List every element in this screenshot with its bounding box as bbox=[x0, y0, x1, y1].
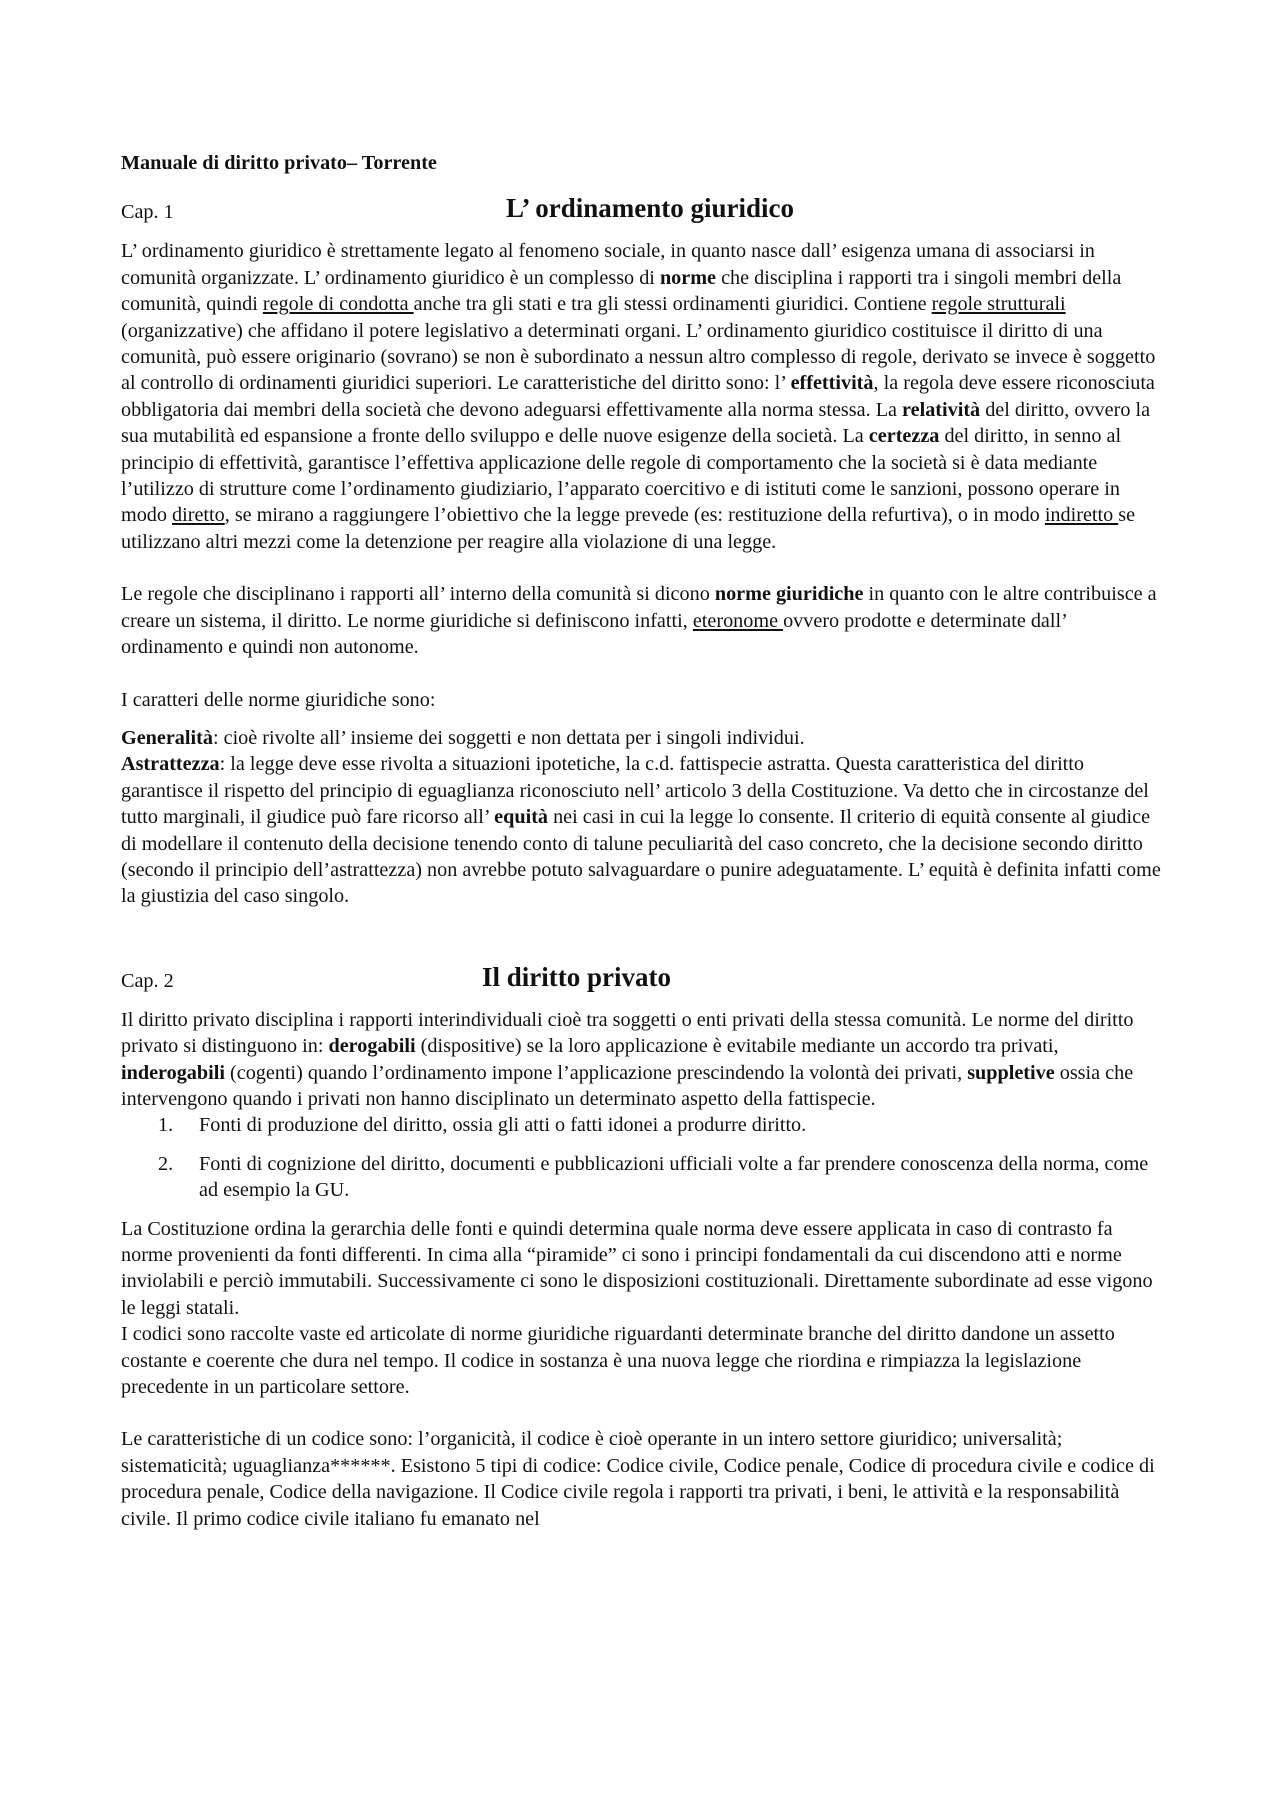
text-run: : cioè rivolte all’ insieme dei soggetti e non dettata per i singoli individui. bbox=[212, 726, 805, 749]
underlined-term-regole-strutturali: regole strutturali bbox=[931, 293, 1066, 316]
text-run: Il diritto privato disciplina i rapporti interindividuali cioè tra soggetti o enti privati della stessa comunità. Le norme del diritto privato si distinguono in: bbox=[121, 1008, 1134, 1058]
bold-term-inderogabili: inderogabili bbox=[121, 1061, 225, 1084]
chapter-1-paragraph-generalita bbox=[121, 725, 1162, 751]
spacer bbox=[121, 713, 1162, 725]
text-run: del diritto, ovvero la sua mutabilità ed espansione a fronte dello sviluppo e delle nuove esigenze della società. La bbox=[121, 398, 1151, 448]
chapter-2-title: Il diritto privato bbox=[482, 961, 671, 992]
spacer bbox=[121, 1204, 1162, 1216]
spacer bbox=[121, 555, 1162, 581]
text-run: , se mirano a raggiungere l’obiettivo che la legge prevede (es: restituzione della refurtiva), o in modo bbox=[224, 504, 1045, 527]
list-item bbox=[121, 1112, 1162, 1138]
bold-term-astrattezza: Astrattezza bbox=[121, 753, 220, 776]
text-run: (organizzative) che affidano il potere legislativo a determinati organi. L’ ordinamento giuridico costituisce il diritto di una comunità, può essere originario (sovrano) se non è subordinato a nessun altro complesso di regole, derivato se invece è soggetto al controllo di ordinamenti giuridici superiori. Le caratteristiche del diritto sono: l’ bbox=[121, 319, 1156, 395]
bold-term-relativita: relatività bbox=[902, 398, 981, 421]
chapter-1-title: L’ ordinamento giuridico bbox=[506, 193, 795, 224]
text-run: in quanto con le altre contribuisce a creare un sistema, il diritto. Le norme giuridiche si definiscono infatti, bbox=[121, 583, 1157, 632]
bold-term-equita: equità bbox=[494, 806, 549, 829]
chapter-2-paragraph-4: Le caratteristiche di un codice sono: l’organicità, il codice è cioè operante in un intero settore giuridico; universalità; sistematicità; uguaglianza******. Esistono 5 tipi di codice: Codice civile, Codice penale, Codice di procedura civile e codice di procedura penale, Codice della navigazione. Il Codice civile regola i rapporti tra privati, i beni, le attività e la responsabilità civile. Il primo codice civile italiano fu emanato nel bbox=[121, 1428, 1155, 1530]
spacer bbox=[121, 661, 1162, 687]
text-run: , la regola deve essere riconosciuta obbligatoria dai membri della società che devono adeguarsi effettivamente alla norma stessa. La bbox=[121, 372, 1155, 421]
text-run: che disciplina i rapporti tra i singoli membri della comunità, quindi bbox=[121, 266, 1122, 316]
text-run: anche tra gli stati e tra gli stessi ordinamenti giuridici. Contiene bbox=[413, 293, 932, 316]
text-run: del diritto, in senno al principio di effettività, garantisce l’effettiva applicazione delle regole di comportamento che la società si è data mediante l’utilizzo di strutture come l’ordinamento giudiziario, l’apparato coercitivo e di istituti come le sanzioni, possono operare in modo bbox=[121, 425, 1122, 527]
text-run: se utilizzano altri mezzi come la detenzione per reagire alla violazione di una legge. bbox=[121, 504, 1136, 553]
chapter-1-paragraph-3: I caratteri delle norme giuridiche sono: bbox=[121, 688, 436, 711]
bold-term-generalita: Generalità bbox=[121, 726, 213, 749]
spacer bbox=[121, 910, 1162, 962]
chapter-2-label: Cap. 2 bbox=[121, 969, 174, 992]
underlined-term-eteronome: eteronome bbox=[692, 609, 784, 632]
bold-term-derogabili: derogabili bbox=[328, 1035, 416, 1058]
text-run: L’ ordinamento giuridico è strettamente legato al fenomeno sociale, in quanto nasce dall’ esigenza umana di associarsi in comunità organizzate. L’ ordinamento giuridico è un complesso di bbox=[121, 240, 1095, 289]
chapter-1-header bbox=[121, 193, 1162, 227]
text-run: : la legge deve esse rivolta a situazioni ipotetiche, la c.d. fattispecie astratta. Questa caratteristica del diritto garantisce il rispetto del principio di eguaglianza riconosciuto nell’ articolo 3 della Costituzione. Va detto che in circostanze del tutto marginali, il giudice può fare ricorso all’ bbox=[121, 753, 1149, 829]
text-run: ossia che intervengono quando i privati non hanno disciplinato un determinato aspetto della fattispecie. bbox=[121, 1061, 1134, 1110]
underlined-term-regole-di-condotta: regole di condotta bbox=[262, 293, 414, 316]
text-run: ovvero prodotte e determinate dall’ ordinamento e quindi non autonome. bbox=[121, 609, 1067, 659]
bold-term-norme-giuridiche: norme giuridiche bbox=[714, 583, 864, 606]
document-title: Manuale di diritto privato– Torrente bbox=[121, 152, 437, 174]
underlined-term-indiretto: indiretto bbox=[1044, 504, 1119, 527]
chapter-2-paragraph-2: La Costituzione ordina la gerarchia delle fonti e quindi determina quale norma deve essere applicata in caso di contrasto fa norme provenienti da fonti differenti. In cima alla “piramide” ci sono i principi fondamentali da cui discendono atti e norme inviolabili e perciò immutabili. Successivamente ci sono le disposizioni costituzionali. Direttamente subordinate ad esse vigono le leggi statali. bbox=[121, 1217, 1153, 1319]
list-item-text: Fonti di produzione del diritto, ossia gli atti o fatti idonei a produrre diritto. bbox=[199, 1114, 807, 1137]
list-number: 1. bbox=[158, 1114, 174, 1137]
text-run: (dispositive) se la loro applicazione è evitabile mediante un accordo tra privati, bbox=[415, 1035, 1059, 1058]
chapter-2-paragraph-1 bbox=[121, 1007, 1162, 1113]
sources-list bbox=[121, 1112, 1162, 1203]
chapter-1-label: Cap. 1 bbox=[121, 201, 174, 224]
chapter-1-paragraph-2 bbox=[121, 581, 1162, 660]
text-run: Le regole che disciplinano i rapporti all’ interno della comunità si dicono bbox=[121, 583, 715, 606]
underlined-term-diretto: diretto bbox=[172, 504, 225, 527]
bold-term-norme: norme bbox=[659, 266, 717, 289]
chapter-2-header bbox=[121, 962, 1162, 996]
bold-term-suppletive: suppletive bbox=[967, 1061, 1055, 1084]
list-number: 2. bbox=[158, 1152, 174, 1175]
text-run: (cogenti) quando l’ordinamento impone l’applicazione prescindendo la volontà dei privati, bbox=[224, 1061, 968, 1084]
list-item bbox=[121, 1151, 1162, 1204]
spacer bbox=[121, 1400, 1162, 1426]
bold-term-certezza: certezza bbox=[868, 425, 940, 448]
chapter-2-paragraph-3: I codici sono raccolte vaste ed articolate di norme giuridiche riguardanti determinate branche del diritto dandone un assetto costante e coerente che dura nel tempo. Il codice in sostanza è una nuova legge che riordina e rimpiazza la legislazione precedente in un particolare settore. bbox=[121, 1323, 1115, 1399]
chapter-1-paragraph-astrattezza bbox=[121, 751, 1162, 909]
bold-term-effettivita: effettività bbox=[790, 372, 874, 395]
list-item-text: Fonti di cognizione del diritto, documenti e pubblicazioni ufficiali volte a far prendere conoscenza della norma, come ad esempio la GU. bbox=[199, 1152, 1149, 1202]
text-run: nei casi in cui la legge lo consente. Il criterio di equità consente al giudice di modellare il contenuto della decisione tenendo conto di talune peculiarità del caso concreto, che la decisione secondo diritto (secondo il principio dell’astrattezza) non avrebbe potuto salvaguardare o punire adeguatamente. L’ equità è definita infatti come la giustizia del caso singolo. bbox=[121, 806, 1161, 908]
chapter-1-paragraph-1 bbox=[121, 238, 1162, 555]
